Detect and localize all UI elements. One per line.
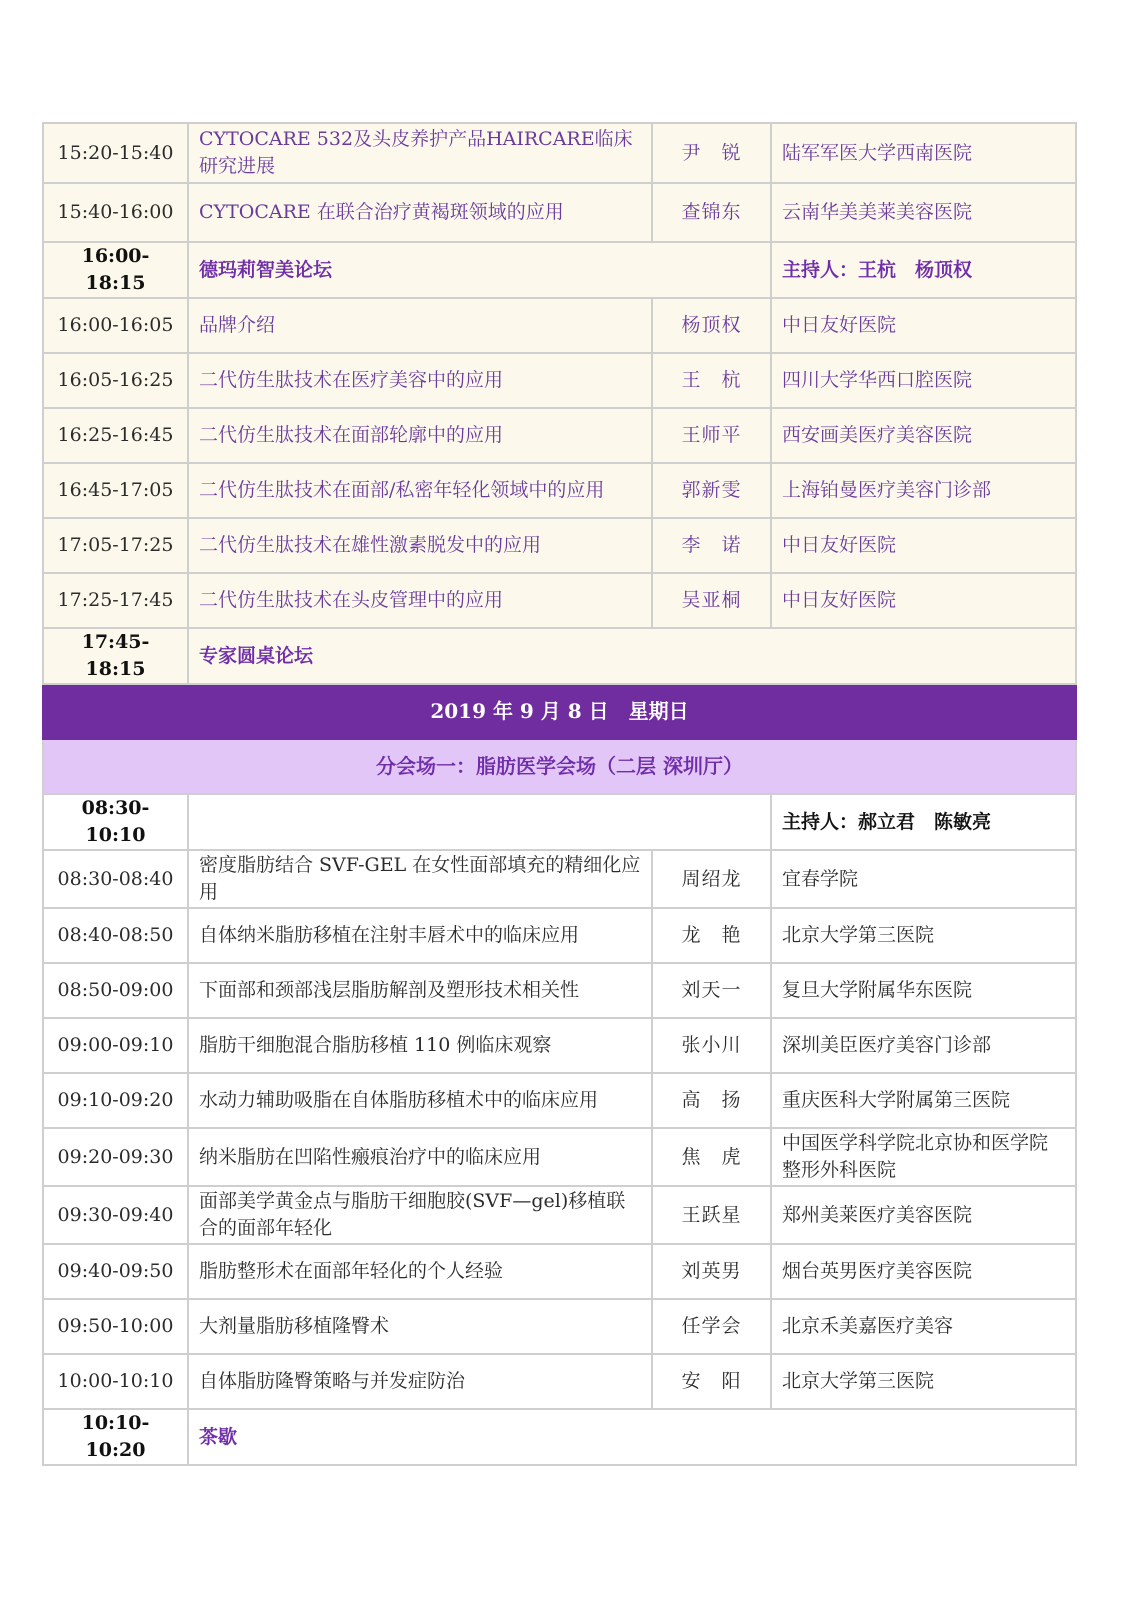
talk-topic: 二代仿生肽技术在雄性激素脱发中的应用 xyxy=(188,518,652,573)
talk-time: 16:05-16:25 xyxy=(43,353,188,408)
talk-institution: 北京大学第三医院 xyxy=(771,1354,1076,1409)
session-row xyxy=(43,242,1076,298)
session-host: 主持人：王杭 杨顶权 xyxy=(771,242,1076,298)
session-host: 主持人：郝立君 陈敏亮 xyxy=(771,794,1076,850)
talk-speaker: 查锦东 xyxy=(652,183,771,242)
talk-time: 08:30-08:40 xyxy=(43,850,188,908)
talk-time: 09:00-09:10 xyxy=(43,1018,188,1073)
talk-speaker: 刘天一 xyxy=(652,963,771,1018)
talk-time: 09:10-09:20 xyxy=(43,1073,188,1128)
session-time: 17:45-18:15 xyxy=(43,628,188,684)
session-title: 专家圆桌论坛 xyxy=(188,628,1076,684)
talk-topic: 二代仿生肽技术在面部/私密年轻化领域中的应用 xyxy=(188,463,652,518)
session-title xyxy=(188,794,771,850)
talk-time: 17:05-17:25 xyxy=(43,518,188,573)
talk-row xyxy=(43,183,1076,242)
talk-topic: 品牌介绍 xyxy=(188,298,652,353)
session-title: 茶歇 xyxy=(188,1409,1076,1465)
talk-institution: 北京大学第三医院 xyxy=(771,908,1076,963)
talk-topic: 面部美学黄金点与脂肪干细胞胶(SVF—gel)移植联合的面部年轻化 xyxy=(188,1186,652,1244)
talk-time: 09:40-09:50 xyxy=(43,1244,188,1299)
talk-topic: 大剂量脂肪移植隆臀术 xyxy=(188,1299,652,1354)
talk-institution: 中日友好医院 xyxy=(771,573,1076,628)
talk-speaker: 李 诺 xyxy=(652,518,771,573)
talk-time: 08:40-08:50 xyxy=(43,908,188,963)
talk-institution: 陆军军医大学西南医院 xyxy=(771,123,1076,183)
talk-row xyxy=(43,353,1076,408)
talk-topic: CYTOCARE 532及头皮养护产品HAIRCARE临床研究进展 xyxy=(188,123,652,183)
talk-topic: 纳米脂肪在凹陷性瘢痕治疗中的临床应用 xyxy=(188,1128,652,1186)
talk-speaker: 杨顶权 xyxy=(652,298,771,353)
talk-row xyxy=(43,1186,1076,1244)
talk-speaker: 王师平 xyxy=(652,408,771,463)
talk-time: 09:30-09:40 xyxy=(43,1186,188,1244)
talk-topic: 二代仿生肽技术在头皮管理中的应用 xyxy=(188,573,652,628)
talk-time: 16:45-17:05 xyxy=(43,463,188,518)
talk-row xyxy=(43,408,1076,463)
talk-institution: 深圳美臣医疗美容门诊部 xyxy=(771,1018,1076,1073)
talk-row xyxy=(43,298,1076,353)
talk-row xyxy=(43,573,1076,628)
talk-speaker: 尹 锐 xyxy=(652,123,771,183)
talk-speaker: 安 阳 xyxy=(652,1354,771,1409)
talk-speaker: 任学会 xyxy=(652,1299,771,1354)
talk-row xyxy=(43,1354,1076,1409)
talk-speaker: 高 扬 xyxy=(652,1073,771,1128)
talk-speaker: 龙 艳 xyxy=(652,908,771,963)
talk-institution: 中日友好医院 xyxy=(771,298,1076,353)
talk-row xyxy=(43,1244,1076,1299)
talk-time: 17:25-17:45 xyxy=(43,573,188,628)
talk-topic: 水动力辅助吸脂在自体脂肪移植术中的临床应用 xyxy=(188,1073,652,1128)
talk-speaker: 王跃星 xyxy=(652,1186,771,1244)
talk-row xyxy=(43,908,1076,963)
talk-speaker: 张小川 xyxy=(652,1018,771,1073)
session-time: 16:00-18:15 xyxy=(43,242,188,298)
talk-topic: 自体脂肪隆臀策略与并发症防治 xyxy=(188,1354,652,1409)
talk-row xyxy=(43,963,1076,1018)
talk-institution: 重庆医科大学附属第三医院 xyxy=(771,1073,1076,1128)
day-header-row xyxy=(43,684,1076,739)
talk-speaker: 王 杭 xyxy=(652,353,771,408)
talk-row xyxy=(43,1299,1076,1354)
talk-institution: 云南华美美莱美容医院 xyxy=(771,183,1076,242)
talk-institution: 上海铂曼医疗美容门诊部 xyxy=(771,463,1076,518)
talk-topic: 脂肪干细胞混合脂肪移植 110 例临床观察 xyxy=(188,1018,652,1073)
session-title: 德玛莉智美论坛 xyxy=(188,242,771,298)
talk-time: 16:25-16:45 xyxy=(43,408,188,463)
talk-topic: 下面部和颈部浅层脂肪解剖及塑形技术相关性 xyxy=(188,963,652,1018)
session-row xyxy=(43,1409,1076,1465)
talk-institution: 北京禾美嘉医疗美容 xyxy=(771,1299,1076,1354)
talk-row xyxy=(43,518,1076,573)
talk-speaker: 焦 虎 xyxy=(652,1128,771,1186)
talk-row xyxy=(43,1018,1076,1073)
session-time: 08:30-10:10 xyxy=(43,794,188,850)
talk-institution: 西安画美医疗美容医院 xyxy=(771,408,1076,463)
talk-time: 15:40-16:00 xyxy=(43,183,188,242)
talk-institution: 郑州美莱医疗美容医院 xyxy=(771,1186,1076,1244)
talk-speaker: 周绍龙 xyxy=(652,850,771,908)
talk-speaker: 吴亚桐 xyxy=(652,573,771,628)
venue-header-row xyxy=(43,739,1076,794)
talk-institution: 中日友好医院 xyxy=(771,518,1076,573)
talk-topic: 密度脂肪结合 SVF-GEL 在女性面部填充的精细化应用 xyxy=(188,850,652,908)
session-row xyxy=(43,794,1076,850)
venue-header: 分会场一：脂肪医学会场（二层 深圳厅） xyxy=(43,739,1076,794)
talk-institution: 中国医学科学院北京协和医学院整形外科医院 xyxy=(771,1128,1076,1186)
session-row xyxy=(43,628,1076,684)
talk-time: 15:20-15:40 xyxy=(43,123,188,183)
talk-time: 10:00-10:10 xyxy=(43,1354,188,1409)
day-header: 2019 年 9 月 8 日 星期日 xyxy=(43,684,1076,739)
talk-time: 09:20-09:30 xyxy=(43,1128,188,1186)
talk-row xyxy=(43,850,1076,908)
talk-institution: 四川大学华西口腔医院 xyxy=(771,353,1076,408)
talk-speaker: 郭新雯 xyxy=(652,463,771,518)
session-time: 10:10-10:20 xyxy=(43,1409,188,1465)
talk-time: 16:00-16:05 xyxy=(43,298,188,353)
talk-institution: 复旦大学附属华东医院 xyxy=(771,963,1076,1018)
talk-row xyxy=(43,123,1076,183)
talk-topic: 二代仿生肽技术在面部轮廓中的应用 xyxy=(188,408,652,463)
talk-row xyxy=(43,1073,1076,1128)
talk-topic: CYTOCARE 在联合治疗黄褐斑领域的应用 xyxy=(188,183,652,242)
talk-time: 08:50-09:00 xyxy=(43,963,188,1018)
talk-time: 09:50-10:00 xyxy=(43,1299,188,1354)
agenda-table xyxy=(42,122,1077,1466)
talk-speaker: 刘英男 xyxy=(652,1244,771,1299)
talk-topic: 自体纳米脂肪移植在注射丰唇术中的临床应用 xyxy=(188,908,652,963)
talk-topic: 二代仿生肽技术在医疗美容中的应用 xyxy=(188,353,652,408)
talk-institution: 烟台英男医疗美容医院 xyxy=(771,1244,1076,1299)
talk-row xyxy=(43,1128,1076,1186)
talk-institution: 宜春学院 xyxy=(771,850,1076,908)
talk-row xyxy=(43,463,1076,518)
talk-topic: 脂肪整形术在面部年轻化的个人经验 xyxy=(188,1244,652,1299)
